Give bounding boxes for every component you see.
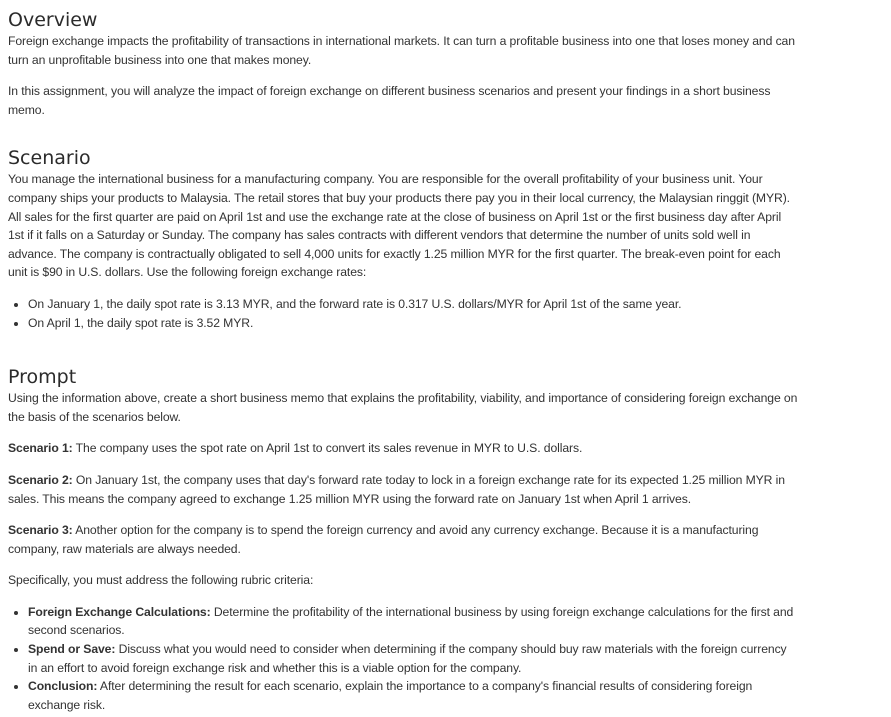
overview-paragraph-1: Foreign exchange impacts the profitability of transactions in international markets. It can turn a profitable business into one that loses money and can turn an unprofitable business into one that makes money. [8, 34, 795, 67]
prompt-heading: Prompt [8, 366, 77, 389]
criteria-label: Spend or Save: [28, 642, 116, 657]
scenario-2-label: Scenario 2: [8, 472, 73, 487]
spacer [8, 119, 798, 146]
scenario-3-label: Scenario 3: [8, 523, 73, 538]
scenario-1-label: Scenario 1: [8, 441, 73, 456]
scenario-1-paragraph [8, 439, 798, 458]
scenario-3-text: Another option for the company is to spend the foreign currency and avoid any currency exchange. Because it is a manufacturing company, raw materials are always needed. [8, 523, 759, 556]
criteria-text: Determine the profitability of the international business by using foreign exchange calculations for the first and second scenarios. [28, 604, 794, 638]
criteria-label: Conclusion: [28, 679, 98, 694]
exchange-rate-item: • On January 1, the daily spot rate is 3.13 MYR, and the forward rate is 0.317 U.S. dollars/MYR for April 1st of the same year. [28, 295, 798, 314]
spacer [8, 69, 798, 82]
criteria-text: After determining the result for each scenario, explain the importance to a company's financial results of considering foreign exchange risk. [28, 679, 753, 712]
scenario-2-text: On January 1st, the company uses that day's forward rate today to lock in a foreign exchange rate for its expected 1.25 million MYR in sales. This means the company agreed to exchange 1.25 million MYR using the forward rate on January 1st when April 1 arrives. [8, 472, 785, 506]
spacer [8, 282, 798, 295]
spacer [8, 332, 798, 365]
rubric-criteria-list [8, 603, 798, 715]
criteria-item [28, 677, 798, 714]
exchange-rate-item: • On April 1, the daily spot rate is 3.52 MYR. [28, 314, 798, 333]
scenario-1-text: The company uses the spot rate on April 1st to convert its sales revenue in MYR to U.S. dollars. [72, 441, 583, 456]
scenario-paragraph: You manage the international business for a manufacturing company. You are responsible for the overall profitability of your business unit. Your company ships your products to Malaysia. The retail stores that buy your products there pay you in their local currency, the Malaysian ringgit (MYR). All sales for the first quarter are paid on April 1st and use the exchange rate at the close of business on April 1st or the first business day after April 1st if it falls on a Saturday or Sunday. The company has sales contracts with different vendors that determine the number of units sold well in advance. The company is contractually obligated to sell 4,000 units for exactly 1.25 million MYR for the first quarter. The break-even point for each unit is $90 in U.S. dollars. Use the following foreign exchange rates: [8, 172, 790, 280]
scenario-2-paragraph [8, 471, 798, 508]
overview-paragraph-2: In this assignment, you will analyze the impact of foreign exchange on different business scenarios and present your findings in a short business memo. [8, 84, 771, 117]
exchange-rate-list [8, 295, 798, 332]
criteria-intro: Specifically, you must address the following rubric criteria: [8, 573, 314, 588]
spacer [8, 558, 798, 571]
criteria-item [28, 640, 798, 677]
spacer [8, 458, 798, 471]
scenario-heading: Scenario [8, 147, 91, 170]
overview-heading: Overview [8, 9, 98, 31]
spacer [8, 508, 798, 521]
criteria-text: Discuss what you would need to consider when determining if the company should buy raw materials with the foreign currency in an effort to avoid foreign exchange risk and whether this is a viable option for the company. [28, 642, 787, 675]
spacer [8, 590, 798, 603]
spacer [8, 426, 798, 439]
criteria-label: Foreign Exchange Calculations: [28, 604, 211, 619]
criteria-item [28, 603, 798, 640]
scenario-3-paragraph [8, 521, 798, 558]
prompt-paragraph: Using the information above, create a short business memo that explains the profitability, viability, and importance of considering foreign exchange on the basis of the scenarios below. [8, 391, 798, 424]
document-body [8, 8, 798, 714]
